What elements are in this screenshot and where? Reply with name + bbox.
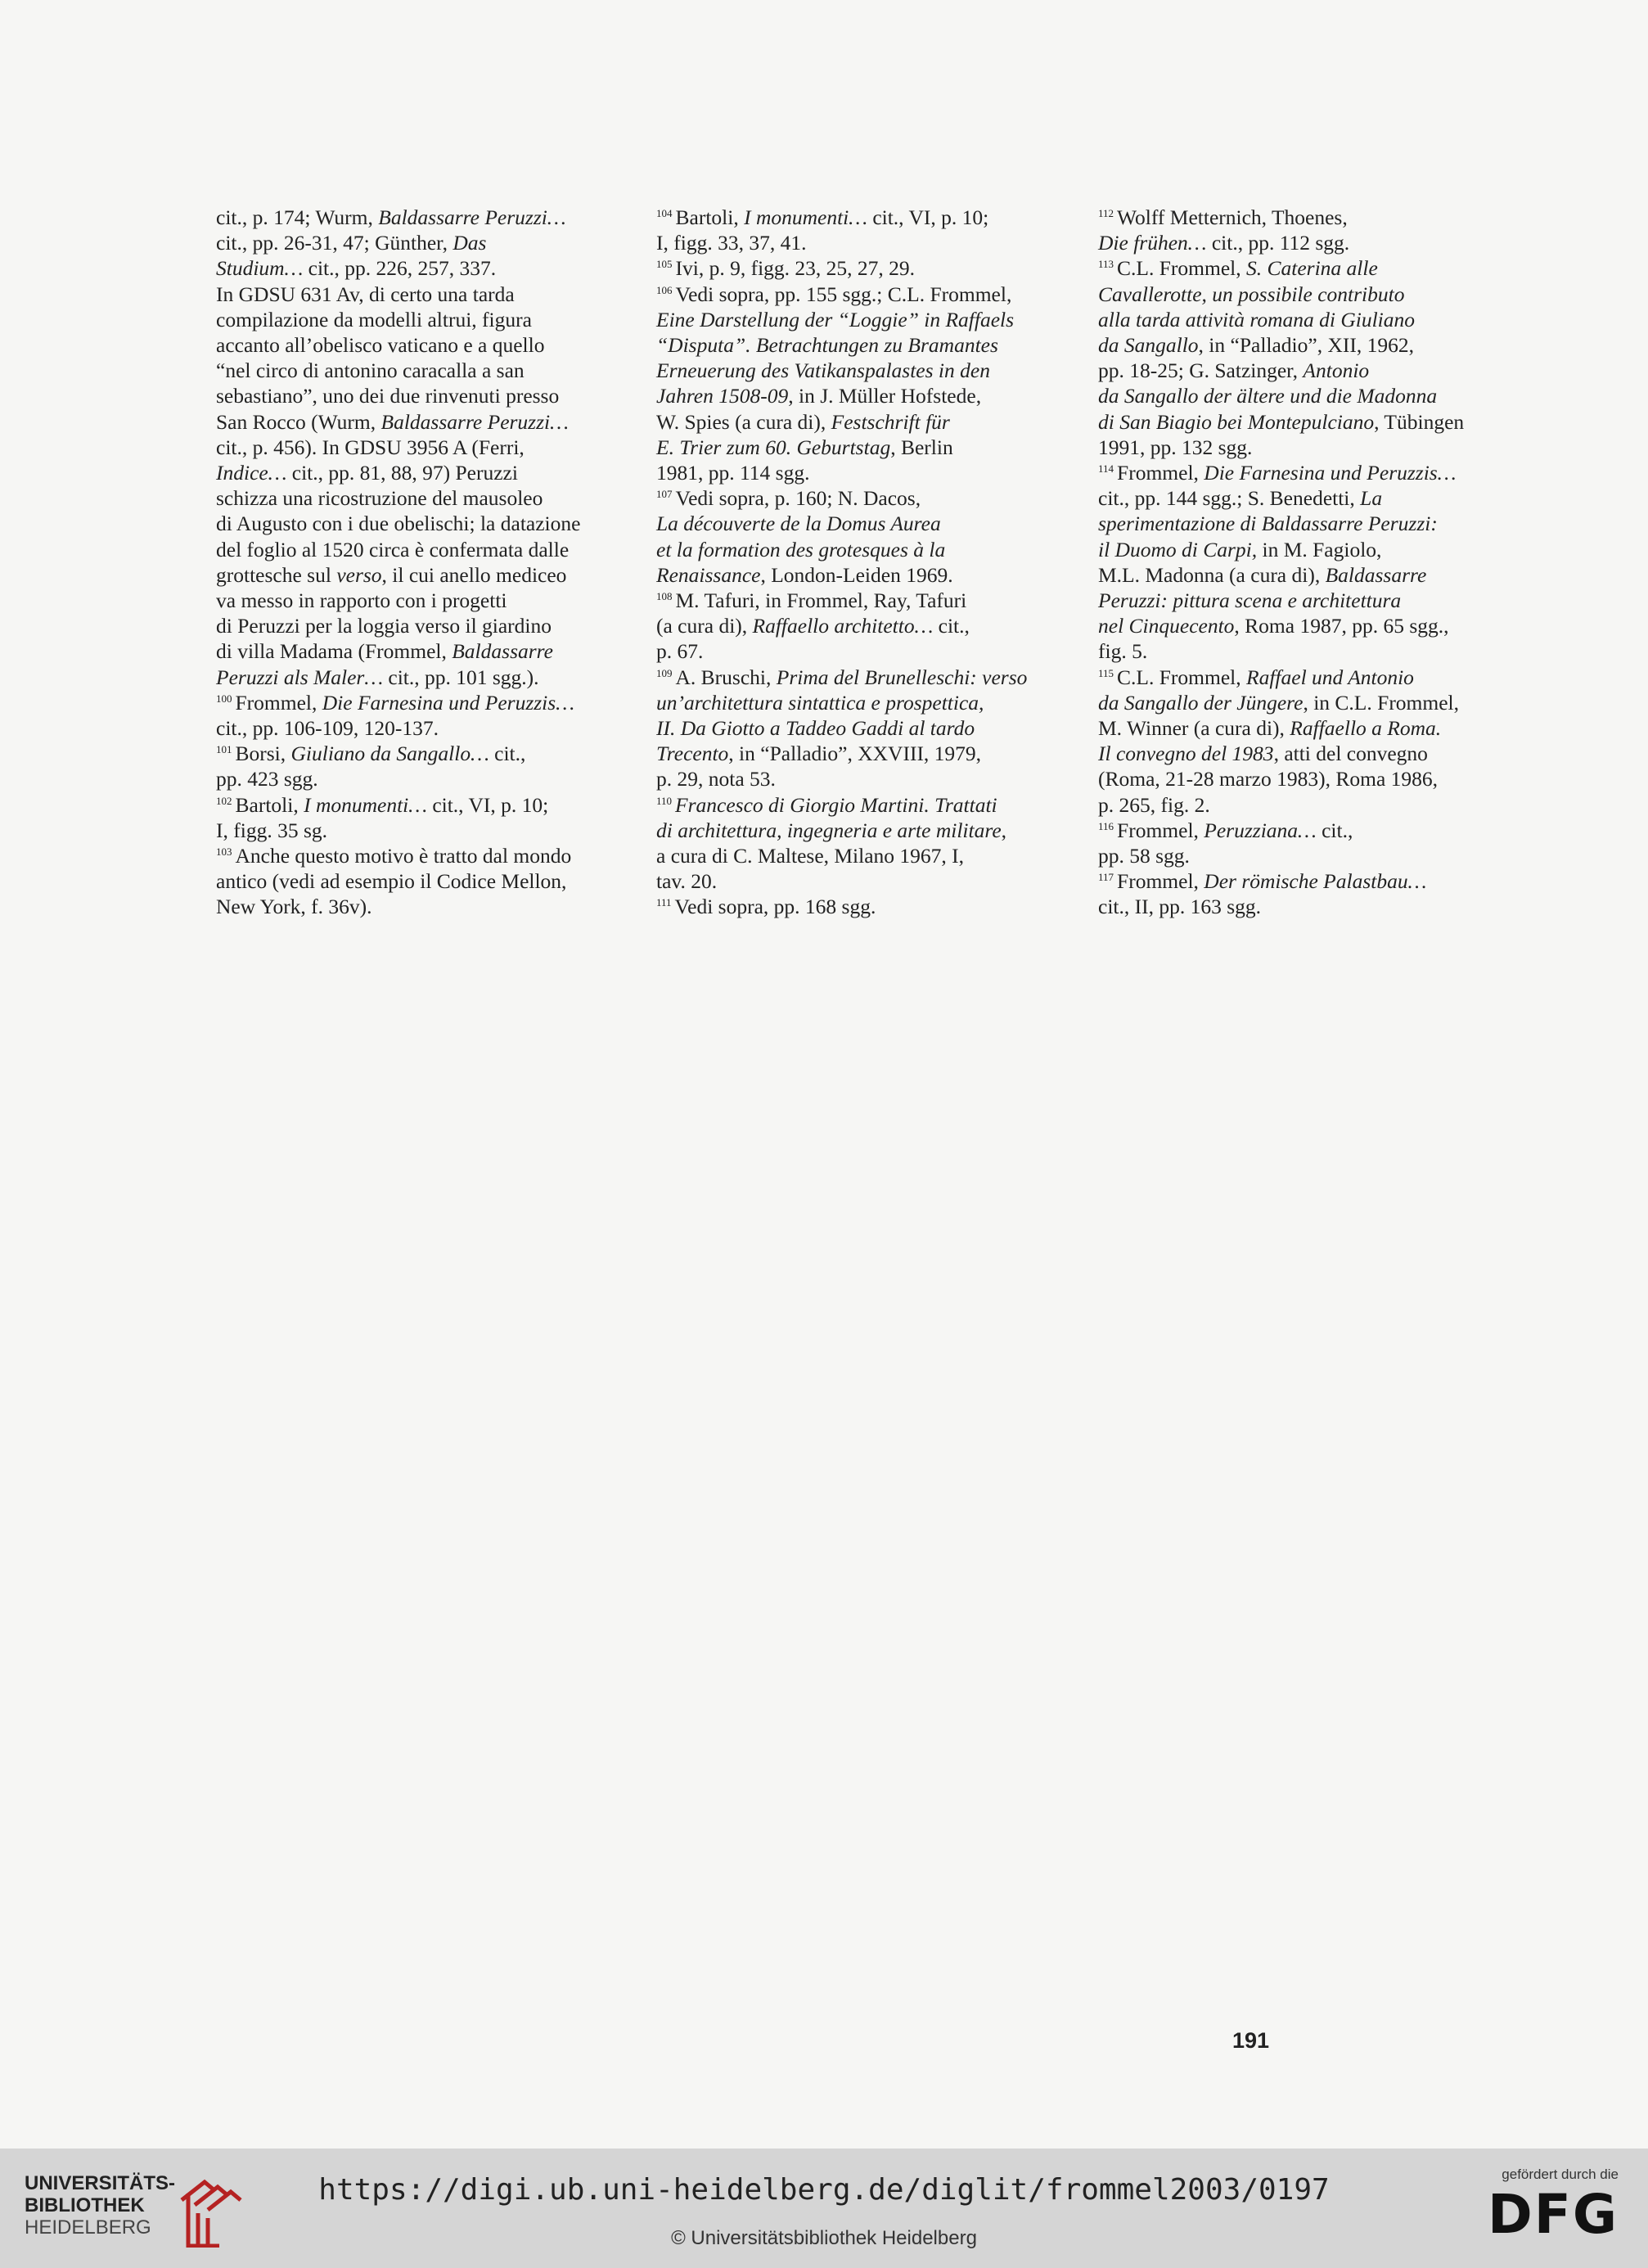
footnote-line [656,205,1082,230]
italic-text: Francesco di Giorgio Martini. Trattati [675,792,997,817]
italic-text: Cavallerotte, un possibile contributo [1098,282,1405,306]
footnote-number: 100 [216,692,232,705]
italic-text: Die Farnesina und Peruzzis… [1204,461,1457,485]
text: Ivi, p. 9, figg. 23, 25, 27, 29. [675,256,916,281]
text: pp. 58 sgg. [1098,844,1190,868]
footnote-line [216,409,642,435]
footnote-line [656,868,1082,894]
footnote-line [216,485,642,511]
footnote-line [656,715,1082,741]
footnote-line [216,460,642,485]
text: Frommel, [235,690,322,715]
footnote-number: 107 [656,488,673,501]
footnote-line [1098,435,1524,460]
page-url-link[interactable]: https://digi.ub.uni-heidelberg.de/diglit/frommel2003/0197 [318,2173,1330,2207]
italic-text: Eine Darstellung der “Loggie” in Raffaels [656,307,1015,331]
footnote-line [656,511,1082,536]
text: tav. 20. [656,869,718,894]
text: Anche questo motivo è tratto dal mondo [235,844,572,868]
text: in M. Fagiolo, [1257,537,1382,561]
text: Bartoli, [235,792,304,817]
footnote-number: 103 [216,845,232,859]
text: sebastiano”, uno dei due rinvenuti presso [216,384,560,408]
italic-text: da Sangallo der ältere und die Madonna [1098,384,1438,408]
italic-text: Die Farnesina und Peruzzis… [322,690,574,715]
footnote-number: 113 [1098,258,1114,271]
italic-text: Trecento [656,742,729,766]
text: , Berlin [890,435,953,459]
footnote-number: 108 [656,590,673,603]
text: In GDSU 631 Av, di certo una tarda [216,282,515,306]
italic-text: La découverte de la Domus Aurea [656,512,941,536]
dfg-funding[interactable] [1430,2167,1619,2257]
italic-text: I monumenti… [304,792,427,817]
text: I, figg. 35 sg. [216,818,327,842]
text: p. 265, fig. 2. [1098,792,1210,817]
text: , atti del convegno [1273,742,1428,766]
footnotes-column-1 [216,205,642,920]
footnote-number: 110 [656,794,673,807]
footnote-line [216,562,642,588]
italic-text: verso [336,562,382,587]
text: C.L. Frommel, [1117,256,1246,281]
text: grottesche sul [216,562,337,587]
text: p. 67. [656,639,704,664]
footnote-line [1098,843,1524,868]
footnote-line [216,205,642,230]
italic-text: Jahren 1508-09 [656,384,789,408]
footnote-line [1098,383,1524,408]
italic-text: Baldassarre [1325,562,1427,587]
italic-text: Peruzziana… [1204,818,1317,842]
footer-bar [0,2149,1648,2268]
footnote-number: 106 [656,283,673,296]
footnote-line [1098,792,1524,818]
footnote-line [1098,255,1524,281]
text: cit., pp. 144 sgg.; S. Benedetti, [1098,486,1361,511]
footnote-line [1098,638,1524,664]
text: cit., II, pp. 163 sgg. [1098,895,1262,919]
italic-text: Das [453,231,487,255]
italic-text: Studium… [216,256,304,281]
text: , in “Palladio”, XII, 1962, [1198,333,1414,358]
text: cit., pp. 101 sgg.). [383,665,539,689]
footnote-line [656,843,1082,868]
footnote-line [216,715,642,741]
italic-text: Prima del Brunelleschi: verso [776,665,1028,689]
footnote-line [1098,868,1524,894]
footnote-number: 109 [656,666,673,679]
text: pp. 423 sgg. [216,767,318,791]
italic-text: Raffaello architetto… [752,614,934,638]
footnote-line [216,588,642,613]
text: del foglio al 1520 circa è confermata dalle [216,537,570,561]
footnote-line [216,307,642,332]
library-name-line3: HEIDELBERG [25,2216,151,2239]
text: M. Tafuri, in Frommel, Ray, Tafuri [675,588,967,613]
text: , in C.L. Frommel, [1303,690,1460,715]
footnote-line [1098,741,1524,766]
footnote-line [656,792,1082,818]
footnote-line [1098,562,1524,588]
text: Frommel, [1117,869,1204,894]
text: cit., p. 174; Wurm, [216,205,379,229]
footnote-line [656,409,1082,435]
footnote-number: 104 [656,207,673,219]
footnote-line [216,358,642,383]
italic-text: I monumenti… [744,205,867,229]
footnote-line [216,638,642,664]
text: M. Winner (a cura di), [1098,716,1290,741]
footnote-line [216,537,642,562]
footnote-number: 111 [656,896,672,909]
footnote-line [656,485,1082,511]
text: Wolff Metternich, Thoenes, [1117,205,1348,229]
library-name-line2: BIBLIOTHEK [25,2194,145,2216]
text: di Peruzzi per la loggia verso il giardino [216,614,552,638]
italic-text: Peruzzi als Maler… [216,665,383,689]
text: pp. 18-25; G. Satzinger, [1098,358,1304,383]
footnote-line [1098,358,1524,383]
italic-text: Peruzzi: pittura scena e architettura [1098,588,1402,613]
footnote-line [216,230,642,255]
library-name-line1: UNIVERSITÄTS- [25,2172,176,2194]
text: cit., VI, p. 10; [426,792,549,817]
italic-text: Der römische Palastbau… [1204,869,1427,894]
italic-text: S. Caterina alle [1246,256,1378,281]
footnote-line [216,766,642,791]
italic-text: Indice… [216,461,287,485]
footnote-line [1098,894,1524,919]
footnote-line [656,383,1082,408]
footnote-line [656,332,1082,358]
text: W. Spies (a cura di), [656,409,831,434]
italic-text: da Sangallo der Jüngere [1098,690,1304,715]
text: di Augusto con i due obelischi; la datazione [216,512,581,536]
text: cit., pp. 26-31, 47; Günther, [216,231,453,255]
footnote-line [216,613,642,638]
italic-text: La [1360,486,1383,511]
footnote-line [656,537,1082,562]
footnote-line [1098,282,1524,307]
footnote-line [1098,230,1524,255]
italic-text: Raffael und Antonio [1246,665,1414,689]
italic-text: et la formation des grotesques à la [656,537,946,561]
text: , [1001,818,1007,842]
text: fig. 5. [1098,639,1148,664]
footnote-line [656,894,1082,919]
footnote-number: 105 [656,258,673,271]
text: Frommel, [1117,818,1204,842]
italic-text: sperimentazione di Baldassarre Peruzzi: [1098,512,1438,536]
text: , in “Palladio”, XXVIII, 1979, [728,742,982,766]
footnote-number: 117 [1098,871,1114,884]
footnote-line [1098,485,1524,511]
text: cit., pp. 112 sgg. [1206,231,1350,255]
text: 1991, pp. 132 sgg. [1098,435,1253,459]
footnote-line [656,690,1082,715]
footnote-line [216,843,642,868]
footnote-number: 116 [1098,819,1114,832]
text: , Roma 1987, pp. 65 sgg., [1234,614,1449,638]
italic-text: il Duomo di Carpi, [1098,537,1258,561]
footnote-line [656,766,1082,791]
text: a cura di C. Maltese, Milano 1967, I, [656,844,965,868]
text: va messo in rapporto con i progetti [216,588,507,613]
copyright-notice: © Universitätsbibliothek Heidelberg [671,2227,977,2249]
italic-text: di architettura, ingegneria e arte militare [656,818,1002,842]
text: (a cura di), [656,614,753,638]
text: C.L. Frommel, [1117,665,1246,689]
italic-text: Die frühen… [1098,231,1207,255]
text: , London-Leiden 1969. [760,562,953,587]
text: compilazione da modelli altrui, figura [216,307,532,331]
footnote-line [656,562,1082,588]
footnote-line [1098,613,1524,638]
footnote-line [1098,460,1524,485]
footnote-line [1098,588,1524,613]
footnote-line [216,511,642,536]
text: di villa Madama (Frommel, [216,639,453,664]
italic-text: E. Trier zum 60. Geburtstag [656,435,891,459]
italic-text: Raffaello a Roma. [1290,716,1442,741]
text: Vedi sopra, p. 160; N. Dacos, [675,486,921,511]
footnote-line [216,282,642,307]
footnote-line [1098,307,1524,332]
footnote-line [1098,205,1524,230]
italic-text: “Disputa”. Betrachtungen zu Bramantes [656,333,998,358]
footnote-line [1098,665,1524,690]
footnote-line [656,613,1082,638]
footnote-line [216,894,642,919]
footnote-line [656,435,1082,460]
footnote-line [216,383,642,408]
italic-text: di San Biagio bei Montepulciano [1098,409,1375,434]
text: , il cui anello mediceo [381,562,567,587]
italic-text: Il convegno del 1983 [1098,742,1274,766]
footnote-line [656,230,1082,255]
text: A. Bruschi, [675,665,777,689]
footnotes-column-2 [656,205,1082,920]
footnote-number: 115 [1098,666,1114,679]
text: Borsi, [235,742,291,766]
footnote-number: 102 [216,794,232,807]
footnote-line [1098,409,1524,435]
text: I, figg. 33, 37, 41. [656,231,807,255]
text: , in J. Müller Hofstede, [788,384,982,408]
text: cit., pp. 106-109, 120-137. [216,716,439,741]
footnotes-column-3 [1098,205,1524,920]
text: Vedi sopra, pp. 155 sgg.; C.L. Frommel, [675,282,1012,306]
italic-text: Festschrift für [831,409,950,434]
footnote-line [656,282,1082,307]
footnote-line [1098,332,1524,358]
funding-caption: gefördert durch die [1502,2167,1619,2182]
italic-text: Giuliano da Sangallo… [290,742,489,766]
footnote-line [1098,511,1524,536]
text: antico (vedi ad esempio il Codice Mellon, [216,869,567,894]
footnote-line [216,818,642,843]
footnote-line [216,792,642,818]
text: Vedi sopra, pp. 168 sgg. [674,895,876,919]
footnote-line [216,741,642,766]
text: cit., [489,742,526,766]
italic-text: II. Da Giotto a Taddeo Gaddi al tardo [656,716,975,741]
italic-text: nel Cinquecento [1098,614,1235,638]
text: Frommel, [1117,461,1204,485]
text: cit., [1316,818,1353,842]
italic-text: Baldassarre [452,639,553,664]
text: M.L. Madonna (a cura di), [1098,562,1326,587]
footnote-line [216,665,642,690]
text: Bartoli, [675,205,745,229]
italic-text: un’architettura sintattica e prospettica, [656,690,984,715]
page-number: 191 [1232,2028,1270,2053]
text: cit., VI, p. 10; [867,205,989,229]
text: cit., pp. 81, 88, 97) Peruzzi [286,461,518,485]
footnote-line [1098,766,1524,791]
text: (Roma, 21-28 marzo 1983), Roma 1986, [1098,767,1439,791]
text: cit., p. 456). In GDSU 3956 A (Ferri, [216,435,525,459]
footnote-line [1098,818,1524,843]
text: “nel circo di antonino caracalla a san [216,358,525,383]
text: cit., pp. 226, 257, 337. [303,256,497,281]
footnote-line [656,638,1082,664]
italic-text: Renaissance [656,562,761,587]
text: New York, f. 36v). [216,895,372,919]
italic-text: da Sangallo [1098,333,1199,358]
footnote-line [1098,690,1524,715]
footnote-line [216,690,642,715]
footnote-line [216,255,642,281]
text: cit., [933,614,970,638]
italic-text: Baldassarre Peruzzi… [380,409,569,434]
text: p. 29, nota 53. [656,767,776,791]
text: 1981, pp. 114 sgg. [656,461,810,485]
footnote-line [656,358,1082,383]
italic-text: Baldassarre Peruzzi… [378,205,566,229]
text: accanto all’obelisco vaticano e a quello [216,333,545,358]
footnote-line [1098,537,1524,562]
dfg-logo-icon: DFG [1487,2183,1619,2246]
footnote-line [656,741,1082,766]
footnote-number: 101 [216,743,232,756]
italic-text: alla tarda attività romana di Giuliano [1098,307,1415,331]
footnote-line [1098,715,1524,741]
footnote-line [656,818,1082,843]
footnote-line [656,460,1082,485]
italic-text: Erneuerung des Vatikanspalastes in den [656,358,990,383]
footnote-number: 114 [1098,462,1114,476]
footnote-line [656,588,1082,613]
footnote-number: 112 [1098,207,1114,219]
text: schizza una ricostruzione del mausoleo [216,486,543,511]
footnote-line [656,255,1082,281]
footnote-line [656,307,1082,332]
footnote-line [216,435,642,460]
text: San Rocco (Wurm, [216,409,381,434]
footnote-line [216,868,642,894]
text: , Tübingen [1374,409,1465,434]
footnote-line [656,665,1082,690]
footnote-line [216,332,642,358]
italic-text: Antonio [1303,358,1370,383]
